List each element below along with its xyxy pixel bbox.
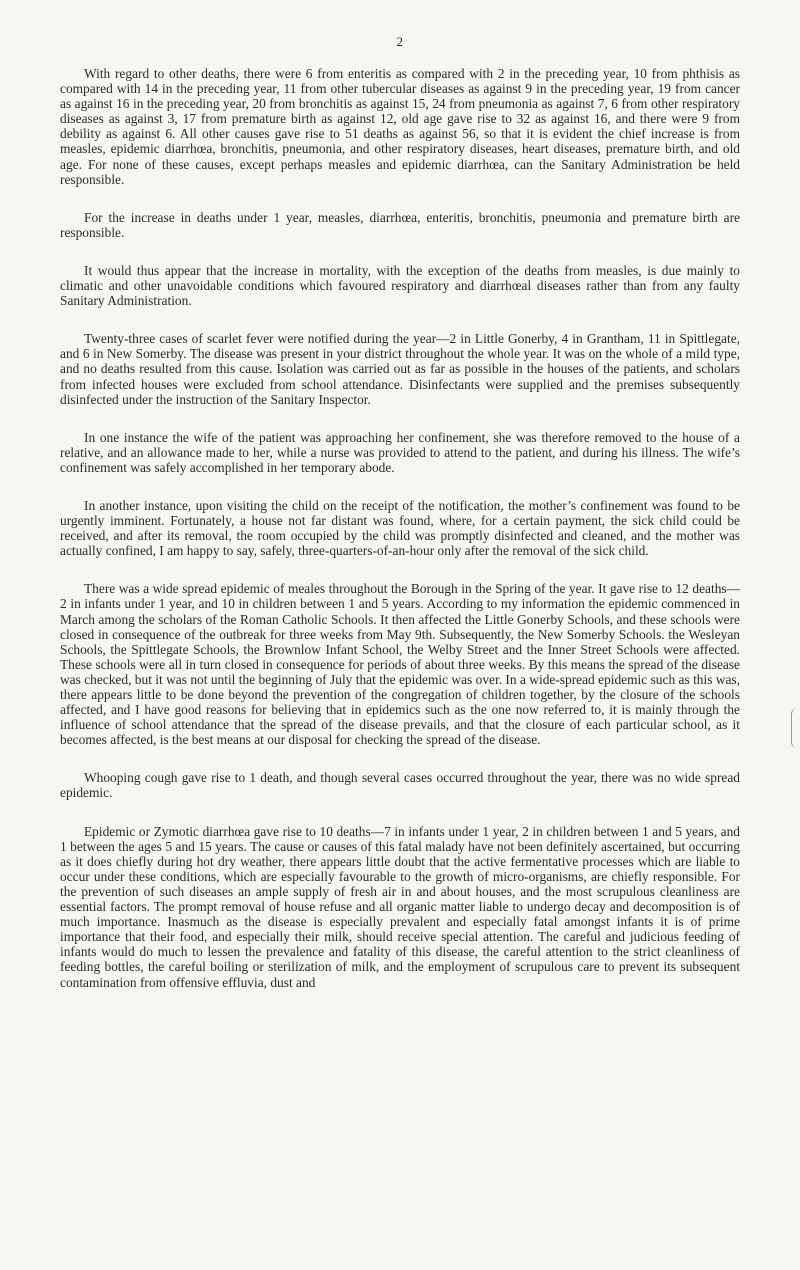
page-number: 2: [396, 34, 404, 49]
paragraph-other-deaths: With regard to other deaths, there were 6 from enteritis as compared with 2 in the preceding year, 10 from phthisis as compared with 14 in the preceding year, 11 from other tubercular diseases as against 9 in the preceding year, 19 from cancer as against 16 in the preceding year, 20 from bronchitis as against 15, 24 from pneumonia as against 7, 6 from other respiratory diseases as against 3, 17 from premature birth as against 12, old age gave rise to 32 as against 16, and there were 9 from debility as against 6. All other causes gave rise to 51 deaths as against 56, so that it is evident the chief increase is from measles, epidemic diarrhœa, bronchitis, pneumonia, and other respiratory diseases, heart diseases, premature birth, and old age. For none of these causes, except perhaps measles and epidemic diarrhœa, can the Sanitary Administration be held responsible.: [60, 66, 740, 187]
paragraph-infant-deaths: For the increase in deaths under 1 year, measles, diarrhœa, enteritis, bronchitis, pneumonia and premature birth are responsible.: [60, 209, 740, 240]
document-body: [60, 66, 740, 1013]
page-edge-mark: [791, 708, 798, 748]
paragraph-scarlet-fever: Twenty-three cases of scarlet fever were notified during the year—2 in Little Gonerby, 4 in Grantham, 11 in Spittlegate, and 6 in New Somerby. The disease was present in your district throughout the whole year. It was on the whole of a mild type, and no deaths resulted from this cause. Isolation was carried out as far as possible in the houses of the patients, and scholars from infected houses were excluded from school attendance. Disinfectants were supplied and the premises subsequently disinfected under the instruction of the Sanitary Inspector.: [60, 331, 740, 407]
paragraph-mortality-causes: It would thus appear that the increase in mortality, with the exception of the deaths from measles, is due mainly to climatic and other unavoidable conditions which favoured respiratory and diarrhœal diseases rather than from any faulty Sanitary Administration.: [60, 262, 740, 309]
paragraph-whooping-cough: Whooping cough gave rise to 1 death, and though several cases occurred throughout the year, there was no wide spread epidemic.: [60, 770, 740, 801]
paragraph-zymotic-diarrhoea: Epidemic or Zymotic diarrhœa gave rise to 10 deaths—7 in infants under 1 year, 2 in children between 1 and 5 years, and 1 between the ages 5 and 15 years. The cause or causes of this fatal malady have not been definitely ascertained, but occurring as it does chiefly during hot dry weather, there appears little doubt that the active fermentative processes which are liable to occur under these conditions, which are especially favourable to the growth of micro-organisms, are chiefly responsible. For the prevention of such diseases an ample supply of fresh air in and about houses, and the most scrupulous cleanliness are essential factors. The prompt removal of house refuse and all organic matter liable to undergo decay and decomposition is of much importance. Inasmuch as the disease is especially prevalent and especially fatal amongst infants it is of prime importance that their food, and especially their milk, should receive special attention. The careful and judicious feeding of infants would do much to lessen the prevalence and fatality of this disease, the careful attention to the strict cleanliness of feeding bottles, the careful boiling or sterilization of milk, and the employment of scrupulous care to prevent its subsequent contamination from offensive effluvia, dust and: [60, 823, 740, 990]
paragraph-confinement-one: In one instance the wife of the patient was approaching her confinement, she was therefore removed to the house of a relative, and an allowance made to her, while a nurse was provided to attend to the patient, and during his illness. The wife’s confinement was safely accomplished in her temporary abode.: [60, 429, 740, 475]
paragraph-confinement-two: In another instance, upon visiting the child on the receipt of the notification, the mother’s confinement was found to be urgently imminent. Fortunately, a house not far distant was found, where, for a certain payment, the sick child could be received, and after its removal, the room occupied by the child was promptly disinfected and cleaned, and the mother was actually confined, I am happy to say, safely, three-quarters-of-an-hour only after the removal of the sick child.: [60, 497, 740, 559]
paragraph-measles-epidemic: There was a wide spread epidemic of meales throughout the Borough in the Spring of the year. It gave rise to 12 deaths—2 in infants under 1 year, and 10 in children between 1 and 5 years. According to my information the epidemic commenced in March among the scholars of the Roman Catholic Schools. It then affected the Little Gonerby Schools, and these schools were closed in consequence of the outbreak for three weeks from May 9th. Subsequently, the New Somerby Schools. the Wesleyan Schools, the Spittlegate Schools, the Brownlow Infant School, the Welby Street and the Inner Street Schools were affected. These schools were all in turn closed in consequence for periods of about three weeks. By this means the spread of the disease was checked, but it was not until the beginning of July that the epidemic was over. In a wide-spread epidemic such as this was, there appears little to be done beyond the prevention of the congregation of children together, by the closure of the schools affected, and I have good reasons for believing that in epidemics such as the one now referred to, it is mainly through the influence of school attendance that the spread of the disease prevails, and that the closure of each particular school, as it becomes affected, is the best means at our disposal for checking the spread of the disease.: [60, 581, 740, 748]
